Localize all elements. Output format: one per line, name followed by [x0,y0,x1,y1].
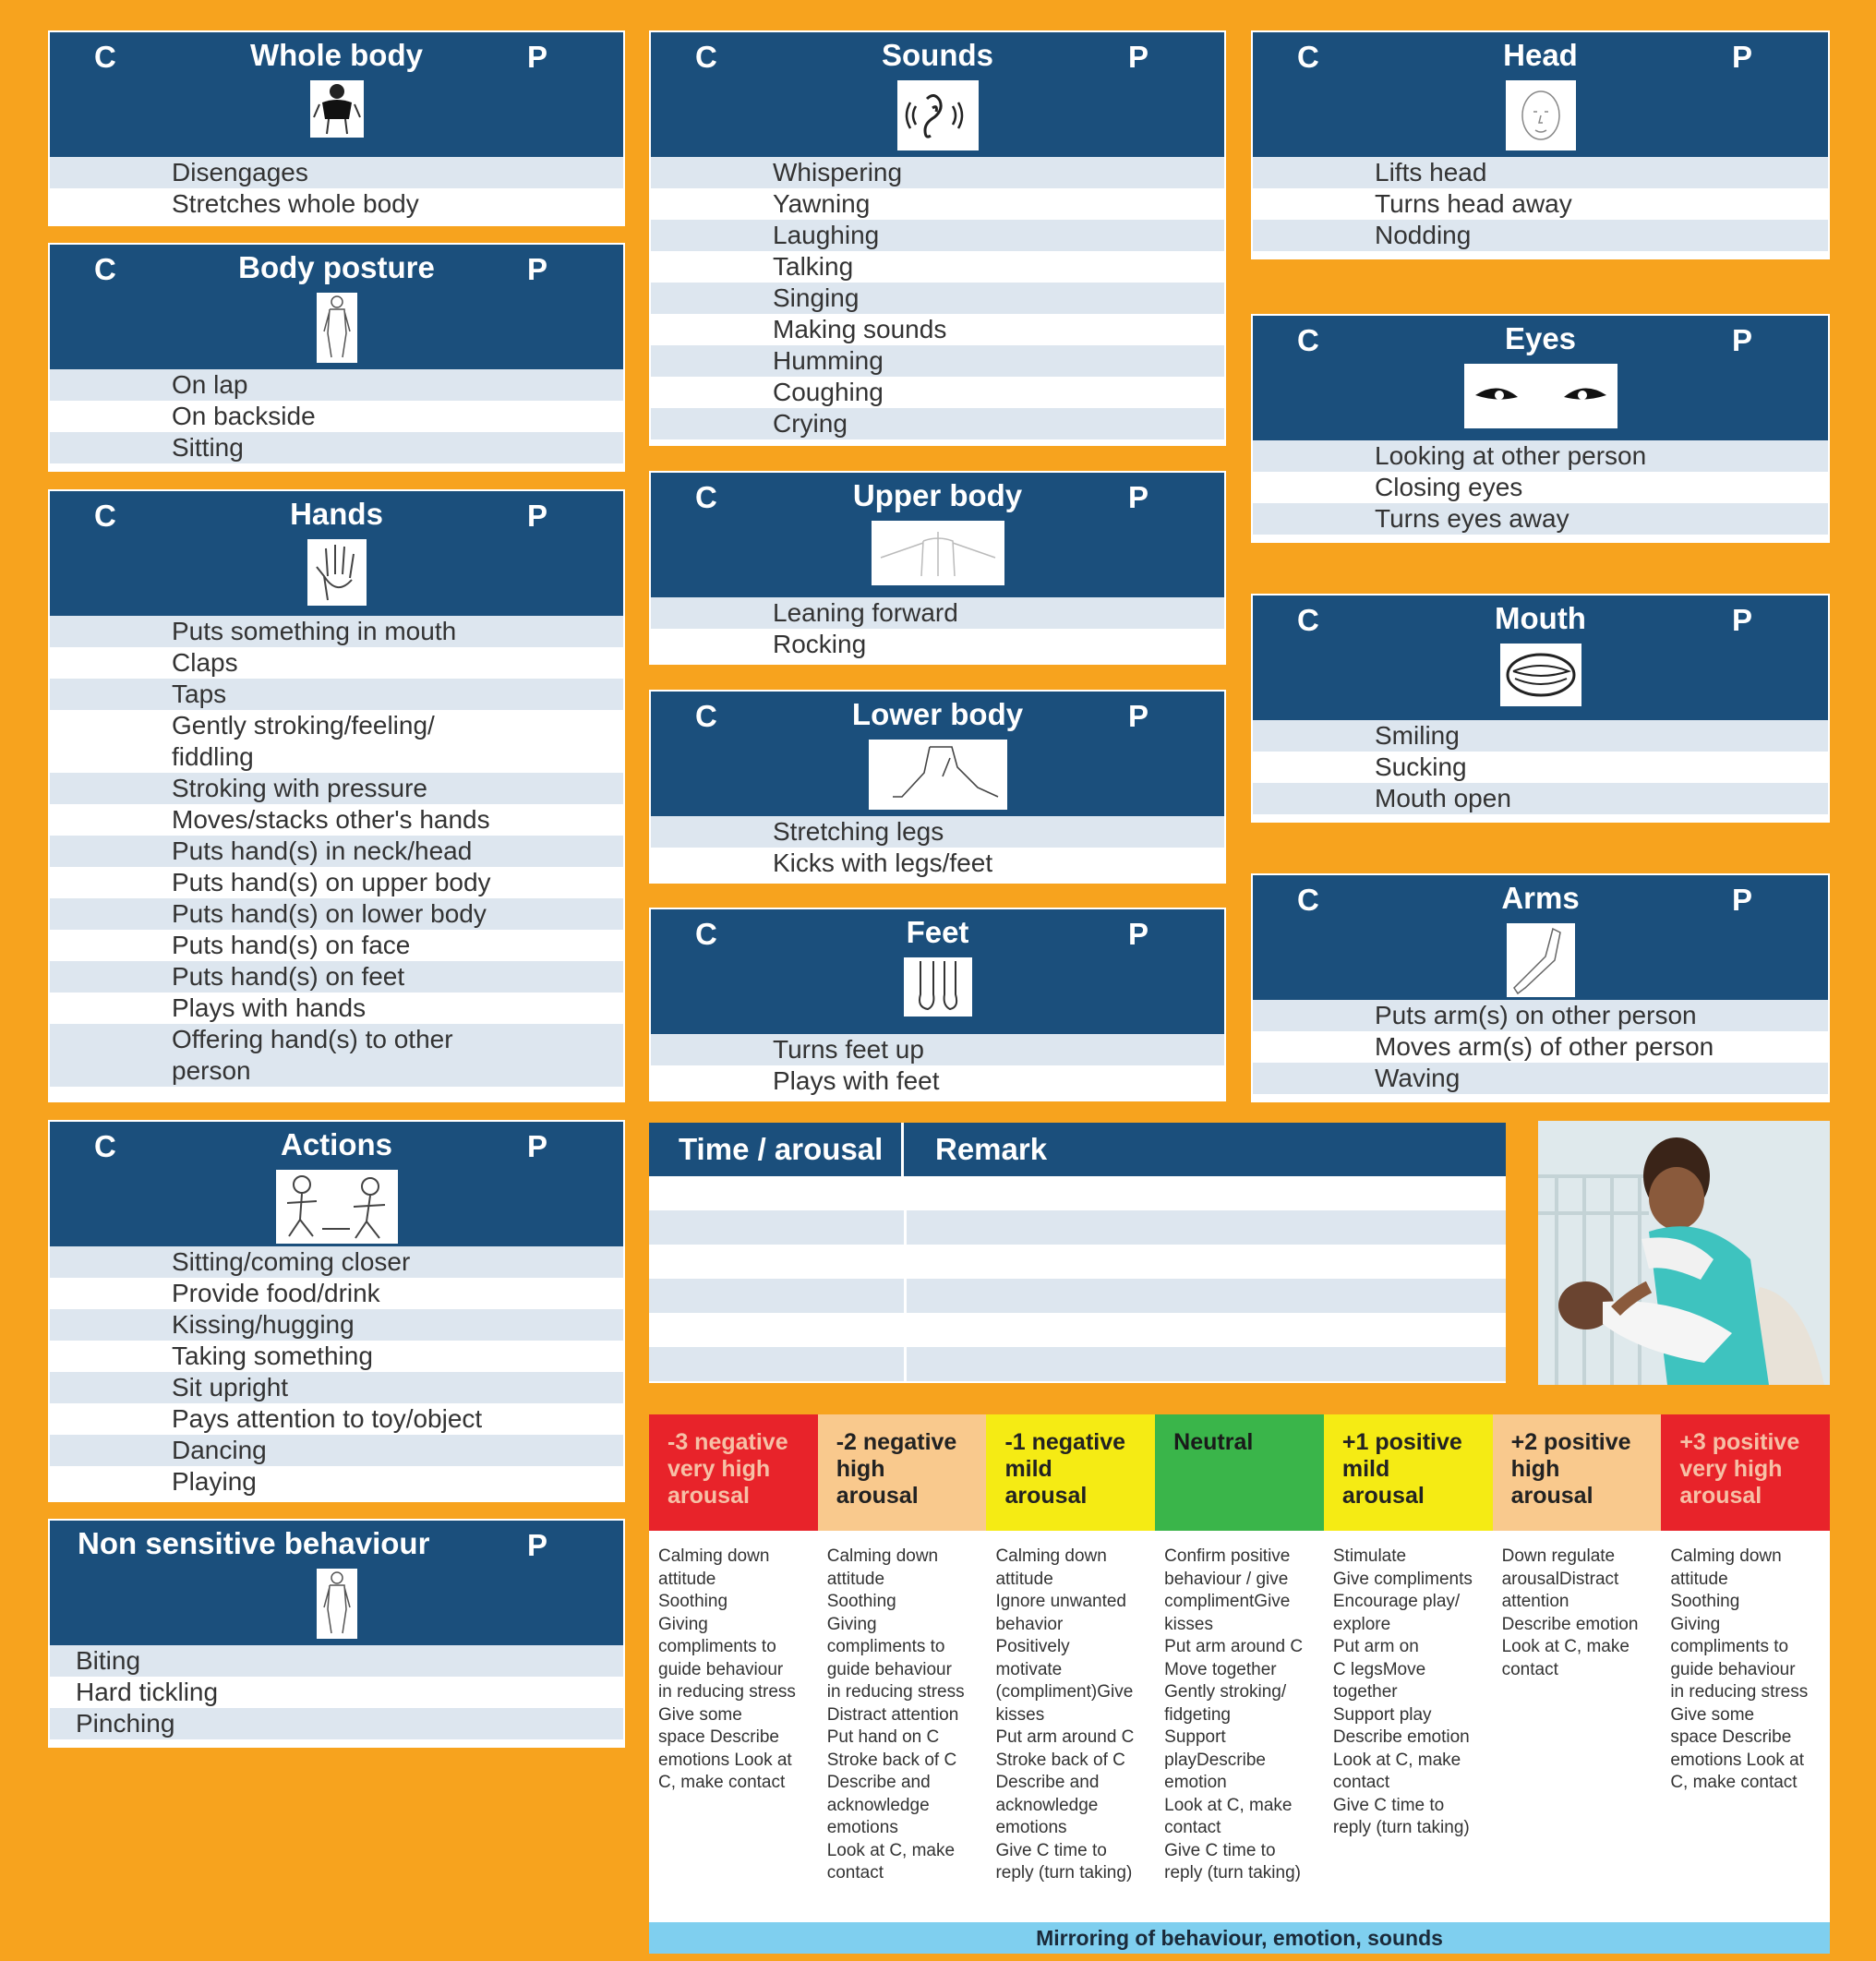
list-item: Turns feet up [651,1034,1224,1065]
list-item: Making sounds [651,314,1224,345]
item-list [1253,157,1828,251]
person-icon [310,80,364,138]
list-item: Mouth open [1253,783,1828,814]
list-item: Plays with hands [50,993,623,1024]
p-label: P [1127,40,1148,74]
list-item: Smiling [1253,720,1828,752]
card-title: Non sensitive behaviour [78,1526,430,1560]
arousal-level-label: +2 positive high arousal [1493,1414,1662,1531]
list-item: Humming [651,345,1224,377]
p-label: P [526,1528,547,1562]
arousal-level-label: Neutral [1155,1414,1324,1531]
arousal-guidance-text: Calming down attitude Soothing Giving compliments to guide behaviour in reducing stress Give some space Describe emotions Look at C, make contact [1670,1546,1809,1792]
list-item: Sitting [50,432,623,463]
card-header [1253,32,1828,157]
list-item: Crying [651,408,1224,439]
card-header [1253,596,1828,720]
arousal-column [1155,1414,1324,1922]
arousal-column [986,1414,1155,1922]
standing-figure-icon [317,1569,357,1639]
c-label: C [1297,323,1319,357]
mother-baby-photo-image [1538,1121,1830,1385]
item-list [1253,440,1828,535]
list-item: Puts hand(s) on face [50,930,623,961]
list-item: Sitting/coming closer [50,1246,623,1278]
card-head [1251,30,1830,259]
list-item: Puts hand(s) on upper body [50,867,623,898]
list-item: Playing [50,1466,623,1498]
item-list [50,157,623,220]
card-title: Actions [280,1127,392,1161]
list-item: Kicks with legs/feet [651,848,1224,879]
p-label: P [1731,323,1752,357]
list-item: Puts hand(s) on feet [50,961,623,993]
list-item: Looking at other person [1253,440,1828,472]
card-actions [48,1120,625,1502]
p-label: P [526,252,547,286]
card-title: Sounds [882,38,993,72]
arousal-guidance-text: Stimulate Give compliments Encourage play/ explore Put arm on C legsMove together Support play Describe emotion Look at C, make contact Give C time to reply (turn taking) [1332,1546,1473,1837]
list-item: Taps [50,679,623,710]
walking-legs-icon [869,740,1007,810]
p-label: P [1731,40,1752,74]
list-item: Puts hand(s) in neck/head [50,836,623,867]
list-item: Singing [651,283,1224,314]
card-lower-body [649,690,1226,884]
arousal-guidance-text: Calming down attitude Soothing Giving compliments to guide behaviour in reducing stress Give some space Describe emotions Look at C, make contact [658,1546,796,1792]
c-label: C [94,1129,116,1163]
list-item: Whispering [651,157,1224,188]
item-list [50,1645,623,1739]
arousal-level-label: +3 positive very high arousal [1661,1414,1830,1531]
standing-figure-icon [317,293,357,363]
list-item: Taking something [50,1341,623,1372]
arousal-guidance-text: Calming down attitude Ignore unwanted behavior Positively motivate (compliment)Give kisses Put arm around C Stroke back of C Describe and acknowledge emotions Give C time to reply (turn taking) [995,1546,1135,1883]
list-item: Disengages [50,157,623,188]
item-list [651,1034,1224,1097]
p-label: P [1731,603,1752,637]
table-row[interactable] [649,1176,1506,1210]
list-item: Stretches whole body [50,188,623,220]
arousal-guidance-text: Calming down attitude Soothing Giving compliments to guide behaviour in reducing stress Distract attention Put hand on C Stroke back of C Describe and acknowledge emotions Look at C, make contact [826,1546,965,1883]
list-item: Sucking [1253,752,1828,783]
card-sounds [649,30,1226,446]
item-list [50,369,623,463]
item-list [50,1246,623,1498]
card-title: Head [1503,38,1578,72]
card-header [1253,316,1828,440]
eyes-icon [1464,364,1617,428]
list-item: Claps [50,647,623,679]
card-header [651,692,1224,816]
list-item: Moves arm(s) of other person [1253,1031,1828,1063]
table-row[interactable] [649,1347,1506,1381]
list-item: Leaning forward [651,597,1224,629]
card-header [50,1122,623,1246]
card-title: Feet [906,915,969,949]
c-label: C [1297,40,1319,74]
list-item: Pays attention to toy/object [50,1403,623,1435]
p-label: P [526,1129,547,1163]
arousal-column [1493,1414,1662,1922]
p-label: P [1127,917,1148,951]
mouth-icon [1500,644,1581,706]
list-item: Stroking with pressure [50,773,623,804]
face-icon [1506,80,1576,150]
list-item: Gently stroking/feeling/ fiddling [50,710,623,773]
card-non-sensitive-behaviour [48,1519,625,1748]
c-label: C [695,40,717,74]
list-item: Moves/stacks other's hands [50,804,623,836]
arousal-column [1661,1414,1830,1922]
list-item: Coughing [651,377,1224,408]
table-row[interactable] [649,1313,1506,1347]
list-item: Sit upright [50,1372,623,1403]
arousal-level-label: -1 negative mild arousal [986,1414,1155,1531]
list-item: Rocking [651,629,1224,660]
card-header [50,32,623,157]
c-label: C [695,917,717,951]
table-header [649,1123,1506,1176]
card-upper-body [649,471,1226,665]
item-list [1253,720,1828,814]
card-header [50,245,623,369]
card-title: Body posture [238,250,435,284]
time-arousal-table [649,1123,1506,1383]
table-body [649,1176,1506,1383]
p-label: P [1127,480,1148,514]
card-header [651,909,1224,1034]
mother-baby-photo [1538,1121,1830,1385]
list-item: On lap [50,369,623,401]
list-item: Puts hand(s) on lower body [50,898,623,930]
list-item: Lifts head [1253,157,1828,188]
p-label: P [526,499,547,533]
list-item: Puts something in mouth [50,616,623,647]
p-label: P [1127,699,1148,733]
arousal-level-label: -3 negative very high arousal [649,1414,818,1531]
list-item: Dancing [50,1435,623,1466]
list-item: Laughing [651,220,1224,251]
list-item: Closing eyes [1253,472,1828,503]
card-title: Whole body [250,38,423,72]
list-item: Waving [1253,1063,1828,1094]
card-mouth [1251,594,1830,823]
item-list [651,597,1224,660]
list-item: Plays with feet [651,1065,1224,1097]
arousal-column [1324,1414,1493,1922]
card-header [651,473,1224,597]
list-item: Yawning [651,188,1224,220]
arousal-column [818,1414,987,1922]
arousal-column [649,1414,818,1922]
arousal-level-label: +1 positive mild arousal [1324,1414,1493,1531]
c-label: C [695,480,717,514]
list-item: Provide food/drink [50,1278,623,1309]
card-header [1253,875,1828,1000]
list-item: Pinching [50,1708,623,1739]
list-item: Turns eyes away [1253,503,1828,535]
list-item: Biting [50,1645,623,1677]
list-item: Offering hand(s) to other person [50,1024,623,1087]
list-item: Talking [651,251,1224,283]
arousal-columns [649,1414,1830,1922]
card-header [50,491,623,616]
mirroring-footer: Mirroring of behaviour, emotion, sounds [649,1922,1830,1954]
table-row[interactable] [649,1279,1506,1313]
time-arousal-header: Time / arousal [649,1123,904,1176]
c-label: C [1297,603,1319,637]
list-item: Hard tickling [50,1677,623,1708]
card-title: Lower body [851,697,1024,731]
card-hands [48,489,625,1102]
torso-icon [872,521,1004,585]
card-title: Eyes [1504,321,1577,355]
list-item: On backside [50,401,623,432]
card-header [651,32,1224,157]
card-body-posture [48,243,625,472]
feet-icon [904,957,972,1017]
remark-header: Remark [935,1132,1048,1166]
p-label: P [1731,883,1752,917]
item-list [651,157,1224,439]
item-list [651,816,1224,879]
column-divider [904,1176,907,1383]
c-label: C [94,499,116,533]
c-label: C [1297,883,1319,917]
card-whole-body [48,30,625,226]
children-playing-icon [276,1170,398,1244]
arm-icon [1507,923,1575,997]
card-eyes [1251,314,1830,543]
table-row[interactable] [649,1245,1506,1279]
list-item: Puts arm(s) on other person [1253,1000,1828,1031]
p-label: P [526,40,547,74]
card-title: Arms [1501,881,1580,915]
list-item: Kissing/hugging [50,1309,623,1341]
card-arms [1251,873,1830,1102]
card-header [50,1521,623,1645]
arousal-scale [649,1414,1830,1954]
c-label: C [94,40,116,74]
card-title: Mouth [1495,601,1586,635]
ear-icon [897,80,979,150]
card-title: Upper body [852,478,1023,512]
item-list [50,616,623,1087]
card-title: Hands [290,497,383,531]
list-item: Turns head away [1253,188,1828,220]
c-label: C [695,699,717,733]
table-row[interactable] [649,1210,1506,1245]
arousal-guidance-text: Confirm positive behaviour / give complimentGive kisses Put arm around C Move together Gently stroking/ fidgeting Support playDescribe emotion Look at C, make contact Give C time to reply (turn taking) [1164,1546,1304,1883]
c-label: C [94,252,116,286]
arousal-level-label: -2 negative high arousal [818,1414,987,1531]
list-item: Stretching legs [651,816,1224,848]
arousal-guidance-text: Down regulate arousalDistract attention Describe emotion Look at C, make contact [1501,1546,1639,1679]
item-list [1253,1000,1828,1094]
card-feet [649,908,1226,1101]
list-item: Nodding [1253,220,1828,251]
hand-icon [307,539,367,606]
